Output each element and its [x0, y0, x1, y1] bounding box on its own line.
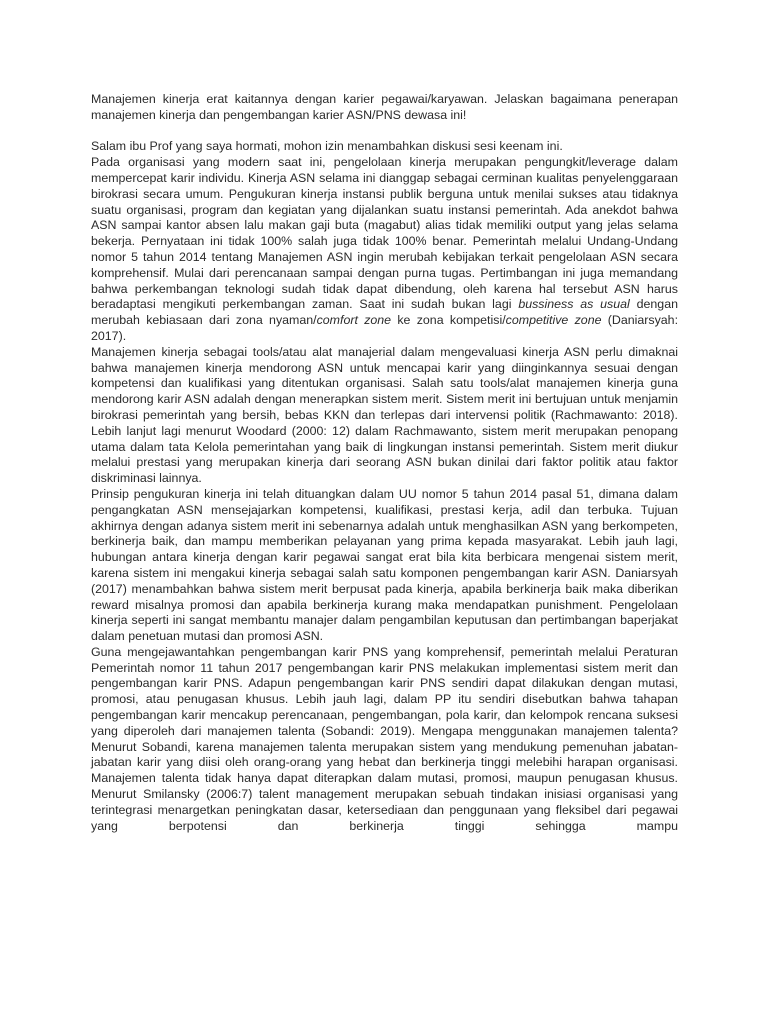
paragraph-2: Manajemen kinerja sebagai tools/atau alat manajerial dalam mengevaluasi kinerja ASN perlu dimaknai bahwa manajemen kinerja mendorong ASN untuk mencapai karir yang diinginkannya sesuai dengan kompetensi dan kualifikasi yang ditentukan organisasi. Salah satu tools/alat manajemen kinerja guna mendorong karir ASN adalah dengan menerapkan sistem merit. Sistem merit ini bertujuan untuk menjamin birokrasi pemerintah yang bersih, bebas KKN dan terlepas dari intervensi politik (Rachmawanto: 2018). Lebih lanjut lagi menurut Woodard (2000: 12) dalam Rachmawanto, sistem merit merupakan penopang utama dalam tata Kelola pemerintahan yang baik di lingkungan instansi pemerintah. Sistem merit diukur melalui prestasi yang merupakan kinerja dari seorang ASN bukan dinilai dari faktor politik atau faktor diskriminasi lainnya. [91, 344, 678, 486]
essay-question: Manajemen kinerja erat kaitannya dengan karier pegawai/karyawan. Jelaskan bagaimana penerapan manajemen kinerja dan pengembangan karier ASN/PNS dewasa ini! [91, 92, 678, 122]
paragraph-1-text-b: dengan merubah kebiasaan dari zona nyaman/ [91, 297, 678, 328]
paragraph-1-italic-1: bussiness as usual [518, 297, 630, 312]
paragraph-1-text-c: ke zona kompetisi/ [391, 313, 506, 328]
paragraph-1-text-d: (Daniarsyah: 2017). [91, 313, 679, 343]
paragraph-1 [91, 155, 678, 345]
paragraph-1-italic-3: competitive zone [505, 313, 602, 328]
paragraph-4: Guna mengejawantahkan pengembangan karir PNS yang komprehensif, pemerintah melalui Peraturan Pemerintah nomor 11 tahun 2017 pengembangan karir PNS melakukan implementasi sistem merit dan pengembangan karir PNS. Adapun pengembangan karir PNS sendiri dapat dilakukan dengan mutasi, promosi, atau penugasan khusus. Lebih jauh lagi, dalam PP itu sendiri disebutkan bahwa tahapan pengembangan karir mencakup perencanaan, pengembangan, pola karir, dan kelompok rencana suksesi yang diperoleh dari manajemen talenta (Sobandi: 2019). Mengapa menggunakan manajemen talenta? Menurut Sobandi, karena manajemen talenta merupakan sistem yang mendukung pemenuhan jabatan-jabatan karir yang diisi oleh orang-orang yang hebat dan berkinerja tinggi melebihi harapan organisasi. Manajemen talenta tidak hanya dapat diterapkan dalam mutasi, promosi, maupun penugasan khusus. Menurut Smilansky (2006:7) talent management merupakan sebuah tindakan inisiasi organisasi yang terintegrasi menargetkan peningkatan dasar, ketersediaan dan penggunaan yang fleksibel dari pegawai yang berpotensi dan berkinerja tinggi sehingga mampu [91, 644, 678, 833]
document-page [91, 92, 678, 834]
paragraph-1-italic-2: comfort zone [316, 313, 392, 328]
paragraph-1-text-a: Pada organisasi yang modern saat ini, pengelolaan kinerja merupakan pengungkit/leverage dalam mempercepat karir individu. Kinerja ASN selama ini dianggap sebagai cerminan kualitas penyelenggaraan birokrasi secara umum. Pengukuran kinerja instansi publik berguna untuk menilai sukses atau tidaknya suatu organisasi, program dan kegiatan yang dijalankan suatu instansi pemerintah. Ada anekdot bahwa ASN sampai kantor absen lalu makan gaji buta (magabut) alias tidak memiliki output yang jelas selama bekerja. Pernyataan ini tidak 100% salah juga tidak 100% benar. Pemerintah melalui Undang-Undang nomor 5 tahun 2014 tentang Manajemen ASN ingin merubah kebijakan terkait pengelolaan ASN secara komprehensif. Mulai dari perencanaan sampai dengan purna tugas. Pertimbangan ini juga memandang bahwa perkembangan teknologi sudah tidak dapat dibendung, oleh karena hal tersebut ASN harus beradaptasi mengikuti perkembangan zaman. Saat ini sudah bukan lagi [91, 155, 678, 312]
greeting: Salam ibu Prof yang saya hormati, mohon izin menambahkan diskusi sesi keenam ini. [91, 139, 563, 154]
paragraph-3: Prinsip pengukuran kinerja ini telah dituangkan dalam UU nomor 5 tahun 2014 pasal 51, dimana dalam pengangkatan ASN mensejajarkan kompetensi, kualifikasi, prestasi kerja, adil dan terbuka. Tujuan akhirnya dengan adanya sistem merit ini sebenarnya adalah untuk menghasilkan ASN yang berkompeten, berkinerja baik, dan mampu memberikan pelayanan yang prima kepada masyarakat. Lebih jauh lagi, hubungan antara kinerja dengan karir pegawai sangat erat bila kita berbicara mengenai sistem merit, karena sistem ini mengakui kinerja sebagai salah satu komponen pengembangan karir ASN. Daniarsyah (2017) menambahkan bahwa sistem merit berpusat pada kinerja, apabila berkinerja baik maka diberikan reward misalnya promosi dan apabila berkinerja kurang maka mendapatkan punishment. Pengelolaan kinerja seperti ini sangat membantu manajer dalam pengambilan keputusan dan pertimbangan baperjakat dalam penetuan mutasi dan promosi ASN. [91, 486, 678, 644]
